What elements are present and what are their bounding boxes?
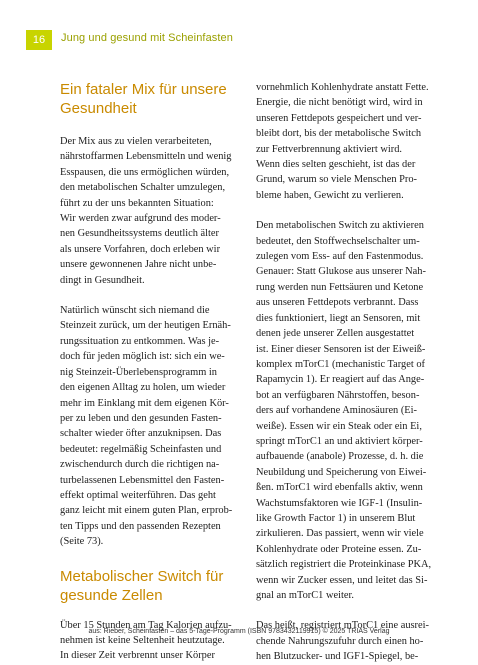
body-paragraph: Natürlich wünscht sich niemand die Steinzeit zurück, um der heutigen Ernäh- rungssituation zu entkommen. Was je- doch für jeden möglich ist: sich ein we- nig Steinzeit-Überlebensprogramm in den eigenen Alltag zu holen, um wieder mehr im Einklang mit dem eigenen Kör- per zu leben und den gesunden Fasten- schalter wieder öfter anzuknipsen. Das bedeutet: regelmäßig Scheinfasten und zwischendurch durch die richtigen na- turbelassenen Lebensmittel den Fasten- effekt optimal weiterführen. Das geht ganz leicht mit einem guten Plan, erprob- ten Tipps und den passenden Rezepten (Seite 73). bbox=[60, 305, 233, 548]
body-paragraph: Das heißt, registriert mTorC1 eine ausrei- chende Nahrungszufuhr durch einen ho- hen Blutzucker- und IGF1-Spiegel, be- bbox=[256, 620, 429, 663]
left-column bbox=[60, 80, 247, 664]
source-footer: aus: Rieber, Scheinfasten – das 5-Tage-Programm (ISBN 9783432119915) © 2025 TRIAS Verlag bbox=[88, 628, 390, 635]
body-paragraph: Über 15 Stunden am Tag Kalorien aufzu- nehmen ist keine Seltenheit heutzutage. In dieser Zeit verbrennt unser Körper bbox=[60, 619, 232, 662]
body-paragraph: Den metabolischen Switch zu aktivieren bedeutet, den Stoffwechselschalter um- zulegen vom Ess- auf den Fastenmodus. Genauer: Statt Glukose aus unserer Nah- rung werden nun Fettsäuren und Ketone aus unseren Fettdepots verbrannt. Dass dies funktioniert, liegt an Sensoren, mit denen jede unserer Zellen ausgestattet ist. Einer dieser Sensoren ist der Eiweiß- komplex mTorC1 (mechanistic Target of Rapamycin 1). Er reagiert auf das Ange- bot an verfügbaren Nährstoffen, beson- ders auf vorhandene Aminosäuren (Ei- weiße). Essen wir ein Steak oder ein Ei, springt mTorC1 an und aktiviert körper- aufbauende (anabole) Prozesse, d. h. die Neubildung und Speicherung von Eiwei- ßen. mTorC1 wird ebenfalls aktiv, wenn Wachstumsfaktoren wie IGF-1 (Insulin- like Growth Factor 1) in unserem Blut zirkulieren. Das passiert, wenn wir viele Kohlenhydrate oder Proteine essen. Zu- sätzlich registriert die Proteinkinase PKA, wenn wir Zucker essen, und leitet das Si- gnal an mTorC1 weiter. bbox=[256, 220, 432, 601]
section-heading: Metabolischer Switch für gesunde Zellen bbox=[60, 567, 224, 604]
right-column bbox=[256, 80, 443, 665]
body-paragraph: vornehmlich Kohlenhydrate anstatt Fette. Energie, die nicht benötigt wird, wird in unseren Fettdepots gespeichert und ver- bleibt dort, bis der metabolische Switch zur Fettverbrennung aktiviert wird. Wenn dies selten geschieht, ist das der Grund, warum so viele Menschen Pro- bleme haben, Gewicht zu verlieren. bbox=[256, 82, 429, 201]
section-heading: Ein fataler Mix für unsere Gesundheit bbox=[60, 81, 227, 117]
body-paragraph: Der Mix aus zu vielen verarbeiteten, nährstoffarmen Lebensmitteln und wenig Esspausen, die uns ermöglichen würden, den metabolischen Schalter umzulegen, führt zu der uns bekannten Situation: Wir werden zwar aufgrund des moder- nen Gesundheitssystems deutlich älter als unsere Vorfahren, doch erleben wir unsere gewonnenen Jahre nicht unbe- dingt in Gesundheit. bbox=[60, 136, 232, 286]
page-number: 16 bbox=[26, 30, 52, 50]
running-title: Jung und gesund mit Scheinfasten bbox=[61, 32, 233, 44]
